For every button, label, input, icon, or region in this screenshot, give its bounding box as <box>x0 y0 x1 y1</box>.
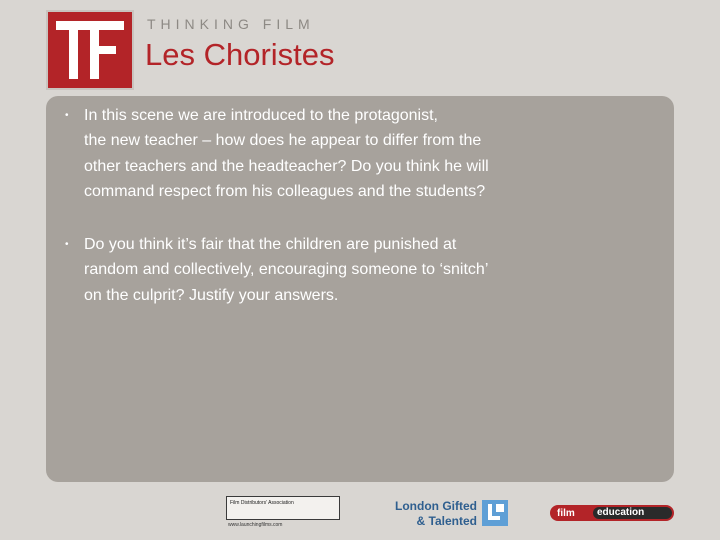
fda-name: Film Distributors’ Association <box>230 500 294 506</box>
film-education-logo <box>550 505 674 521</box>
bullet-marker: • <box>65 110 69 121</box>
fe-education-text: education <box>593 507 672 519</box>
thinking-film-logo <box>46 10 134 90</box>
series-kicker: THINKING FILM <box>147 16 315 32</box>
tf-logo-icon <box>48 12 132 88</box>
fda-logo <box>226 496 340 520</box>
bullet-marker: • <box>65 239 69 250</box>
lgt-mark-icon <box>482 500 508 526</box>
lgt-line-1: London Gifted <box>395 499 477 513</box>
question-1: In this scene we are introduced to the protagonist, the new teacher – how does he appear to differ from the other teachers and the headteacher? Do you think he will command respect from his colleagues and the students? <box>84 107 489 200</box>
fe-film-text: film <box>557 507 575 519</box>
london-gifted-talented-logo <box>387 499 477 529</box>
page-title: Les Choristes <box>145 37 335 72</box>
lgt-line-2: & Talented <box>416 514 477 528</box>
question-2: Do you think it’s fair that the children are punished at random and collectively, encouraging someone to ‘snitch’ on the culprit? Justify your answers. <box>84 236 489 304</box>
fda-url: www.launchingfilms.com <box>228 522 283 528</box>
